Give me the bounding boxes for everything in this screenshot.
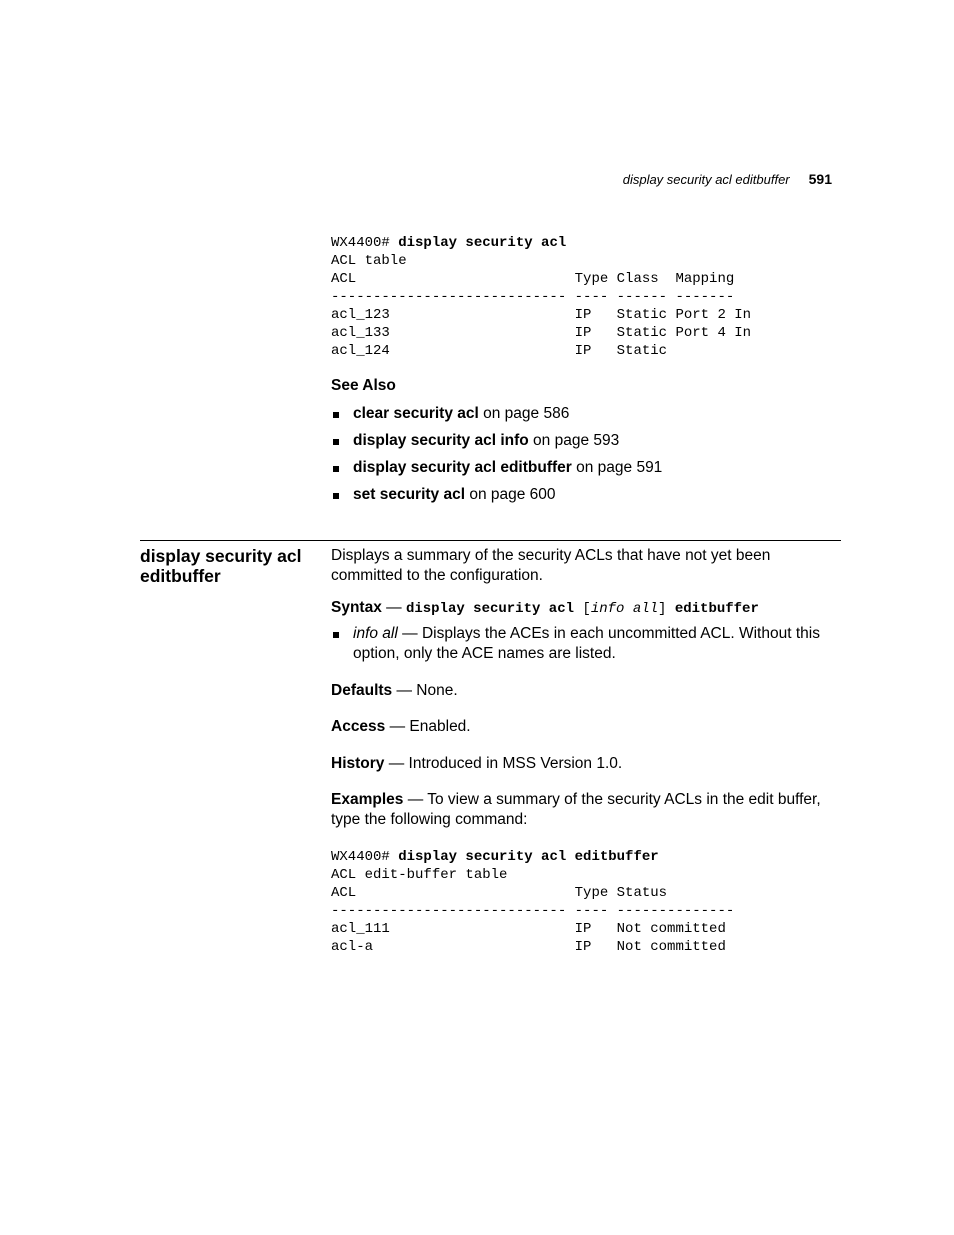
bullet-icon xyxy=(333,412,339,418)
bullet-icon xyxy=(333,466,339,472)
running-header xyxy=(623,171,832,187)
output-line: acl_123 IP Static Port 2 In xyxy=(331,307,752,323)
access-label: Access xyxy=(331,718,386,735)
syntax-label: Syntax xyxy=(331,599,382,616)
examples-label: Examples xyxy=(331,791,404,808)
see-also-command: set security acl xyxy=(353,486,466,503)
syntax-bracket-close: ] xyxy=(658,601,667,617)
examples-paragraph xyxy=(331,790,821,830)
parameter-dash: — xyxy=(402,625,418,642)
output-line: ACL Type Class Mapping xyxy=(331,271,735,287)
output-line: acl_111 IP Not committed xyxy=(331,921,726,937)
see-also-reference: on page 586 xyxy=(483,405,570,422)
parameter-description: Displays the ACEs in each uncommitted ACL. Without this xyxy=(421,625,820,642)
section-heading xyxy=(140,546,301,586)
examples-dash: — xyxy=(407,791,424,808)
see-also-item xyxy=(331,404,569,424)
defaults-dash: — xyxy=(396,682,412,699)
page-number: 591 xyxy=(808,171,832,187)
see-also-command: clear security acl xyxy=(353,405,479,422)
output-line: ---------------------------- ---- -------------- xyxy=(331,903,735,919)
defaults-line xyxy=(331,681,458,701)
output-line: ACL edit-buffer table xyxy=(331,867,508,883)
syntax-command: display security acl xyxy=(405,601,574,617)
parameter-line xyxy=(353,624,820,644)
see-also-reference: on page 591 xyxy=(576,459,663,476)
section-heading-line: display security acl xyxy=(140,546,302,566)
bullet-icon xyxy=(333,632,339,638)
output-line: acl-a IP Not committed xyxy=(331,939,726,955)
output-line: ACL table xyxy=(331,253,407,269)
example-output-1 xyxy=(331,234,751,360)
syntax-bracket-open: [ xyxy=(582,601,591,617)
output-line: ---------------------------- ---- ------ ------- xyxy=(331,289,735,305)
see-also-item xyxy=(331,485,556,505)
description-line: Displays a summary of the security ACLs that have not yet been xyxy=(331,547,771,564)
cli-command: display security acl editbuffer xyxy=(398,849,659,865)
cli-prompt: WX4400# xyxy=(331,849,399,865)
history-dash: — xyxy=(388,755,405,772)
access-text: Enabled. xyxy=(409,718,471,735)
see-also-command: display security acl editbuffer xyxy=(353,459,572,476)
access-dash: — xyxy=(389,718,406,735)
examples-line xyxy=(331,790,821,810)
defaults-text: None. xyxy=(416,682,458,699)
running-title: display security acl editbuffer xyxy=(622,172,790,187)
history-line xyxy=(331,754,622,774)
output-line: acl_133 IP Static Port 4 In xyxy=(331,325,752,341)
description xyxy=(331,546,770,586)
section-heading-line: editbuffer xyxy=(140,566,221,586)
see-also-item xyxy=(331,431,619,451)
cli-command: display security acl xyxy=(398,235,567,251)
section-divider xyxy=(140,540,841,541)
syntax-option: info all xyxy=(590,601,659,617)
bullet-icon xyxy=(333,493,339,499)
bullet-icon xyxy=(333,439,339,445)
access-line xyxy=(331,717,471,737)
cli-prompt: WX4400# xyxy=(331,235,399,251)
command-line xyxy=(331,234,751,252)
see-also-item xyxy=(331,458,662,478)
see-also-command: display security acl info xyxy=(353,432,529,449)
defaults-label: Defaults xyxy=(331,682,393,699)
examples-text: type the following command: xyxy=(331,811,528,828)
command-line xyxy=(331,848,734,866)
output-line: acl_124 IP Static xyxy=(331,343,668,359)
parameter-name: info all xyxy=(353,625,398,642)
see-also-heading: See Also xyxy=(331,377,396,394)
history-label: History xyxy=(331,755,385,772)
examples-text: To view a summary of the security ACLs in the edit buffer, xyxy=(427,791,821,808)
description-line: committed to the configuration. xyxy=(331,567,543,584)
see-also-reference: on page 593 xyxy=(533,432,620,449)
history-text: Introduced in MSS Version 1.0. xyxy=(408,755,623,772)
see-also-reference: on page 600 xyxy=(469,486,556,503)
syntax-dash: — xyxy=(386,599,402,616)
syntax-line xyxy=(331,598,759,619)
output-line: ACL Type Status xyxy=(331,885,668,901)
parameter-description: option, only the ACE names are listed. xyxy=(353,645,616,662)
parameter-item xyxy=(331,624,820,664)
syntax-suffix: editbuffer xyxy=(674,601,759,617)
example-output-2 xyxy=(331,848,734,956)
